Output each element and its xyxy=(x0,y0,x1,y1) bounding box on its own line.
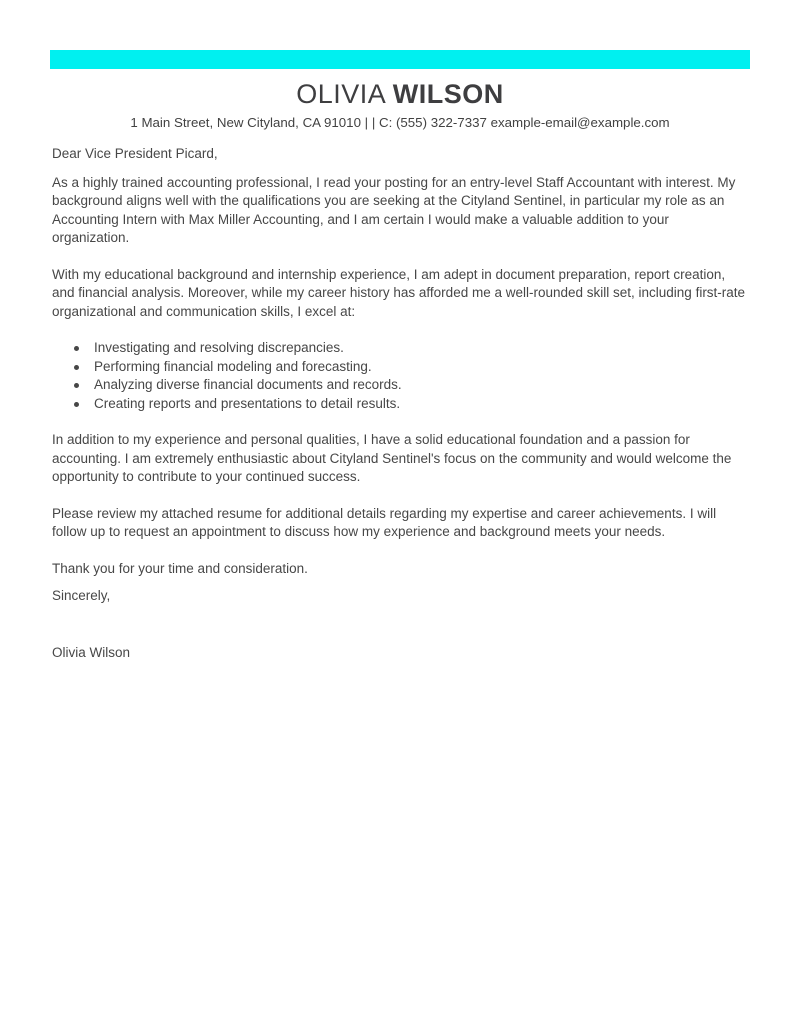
skills-list xyxy=(52,339,748,413)
list-item-text: Performing financial modeling and forecasting. xyxy=(94,358,372,374)
bullet-icon xyxy=(74,365,79,370)
list-item xyxy=(52,339,748,358)
education-paragraph: In addition to my experience and personal qualities, I have a solid educational foundation and a passion for accounting. I am extremely enthusiastic about Cityland Sentinel's focus on the community and would welcome the opportunity to contribute to your continued success. xyxy=(52,432,732,484)
last-name: WILSON xyxy=(392,79,504,109)
thanks-line: Thank you for your time and consideration. xyxy=(52,560,308,576)
salutation: Dear Vice President Picard, xyxy=(52,146,218,161)
resume-paragraph: Please review my attached resume for additional details regarding my expertise and career achievements. I will follow up to request an appointment to discuss how my experience and background meets your needs. xyxy=(52,505,717,539)
header-accent-bar xyxy=(50,50,750,69)
letter-body xyxy=(52,145,748,662)
signature: Olivia Wilson xyxy=(52,644,131,660)
first-name: OLIVIA xyxy=(296,79,385,109)
closing: Sincerely, xyxy=(52,588,111,603)
intro-paragraph: As a highly trained accounting professional, I read your posting for an entry-level Staff Accountant with interest. My background aligns well with the qualifications you are seeking at the Cityland Sentinel, in particular my role as an Accounting Intern with Max Miller Accounting, and I am certain I would make a valuable addition to your organization. xyxy=(52,174,736,245)
list-item xyxy=(52,395,748,414)
bullet-icon xyxy=(74,402,79,407)
list-item-text: Analyzing diverse financial documents and records. xyxy=(94,377,402,392)
list-item xyxy=(52,376,748,395)
contact-info: 1 Main Street, New Cityland, CA 91010 | | C: (555) 322-7337 example-email@example.com xyxy=(130,115,670,130)
bullet-icon xyxy=(74,383,79,388)
list-item-text: Investigating and resolving discrepancies. xyxy=(94,340,344,355)
list-item-text: Creating reports and presentations to detail results. xyxy=(94,395,401,411)
page-title xyxy=(0,80,800,108)
list-item xyxy=(52,358,748,377)
skills-paragraph: With my educational background and internship experience, I am adept in document preparation, report creation, and financial analysis. Moreover, while my career history has afforded me a well-rounded skill set, including first-rate organizational and communication skills, I excel at: xyxy=(52,266,746,319)
bullet-icon xyxy=(74,346,79,351)
